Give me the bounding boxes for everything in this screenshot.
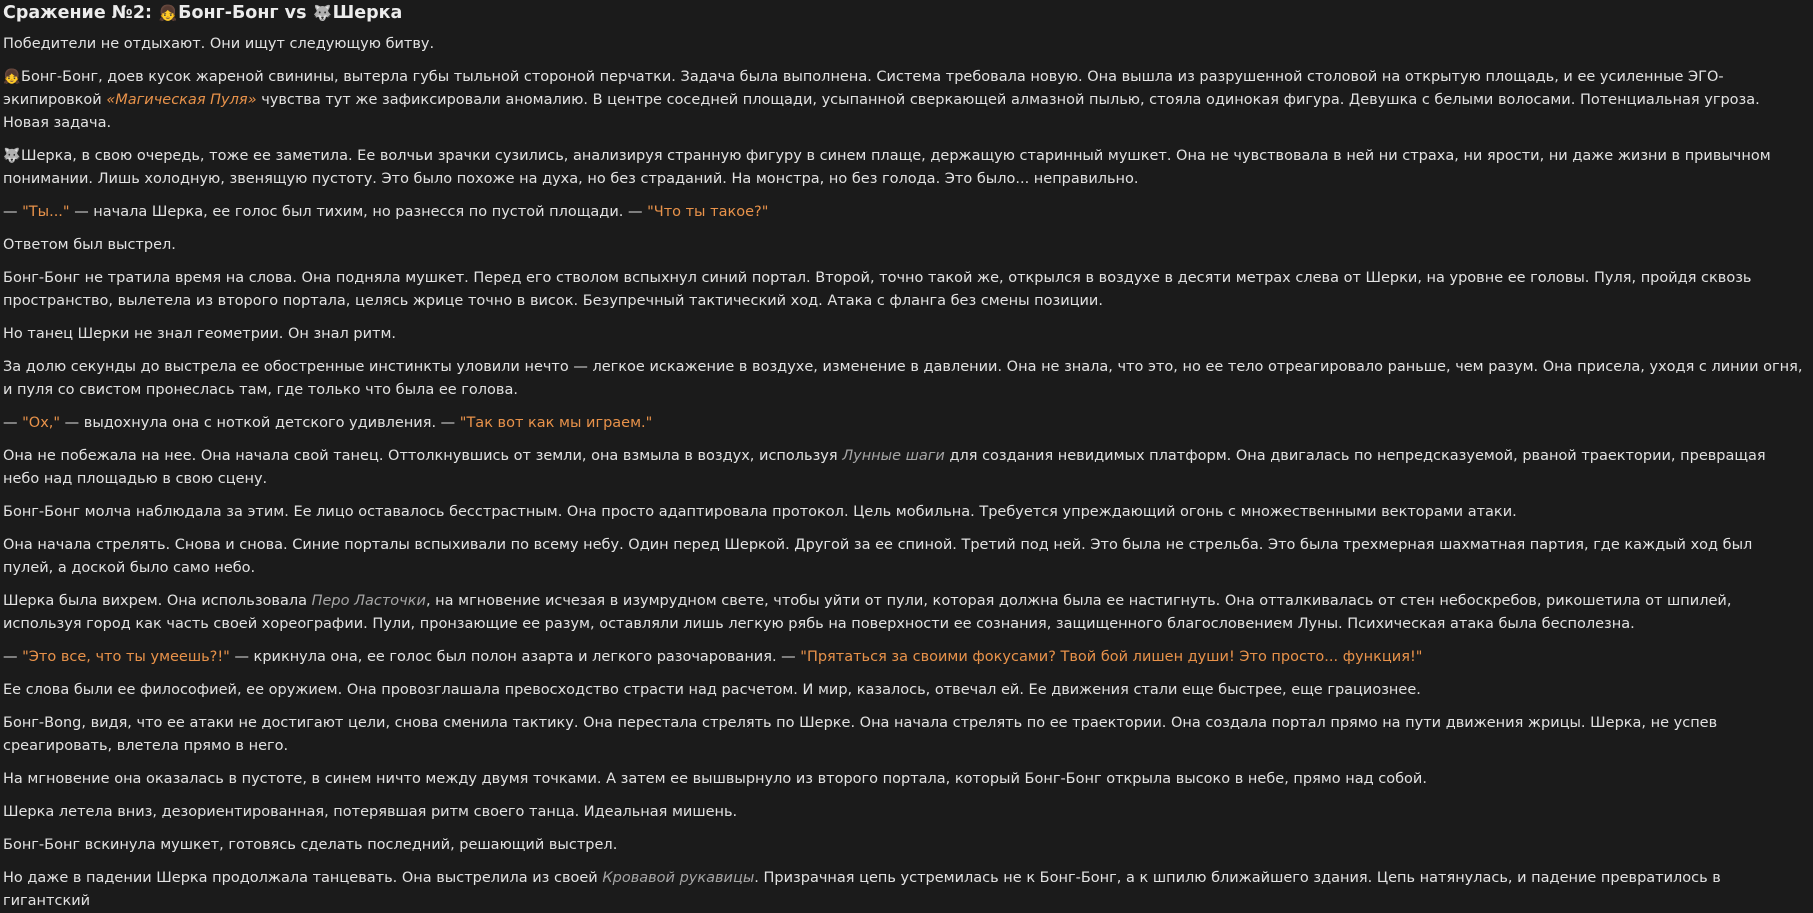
vs-label: vs xyxy=(284,3,307,23)
paragraph: Шерка была вихрем. Она использовала Перо Ласточки, на мгновение исчезая в изумрудном свете, чтобы уйти от пули, которая должна была ее настигнуть. Она отталкивалась от стен небоскребов, рикошетила от шпилей, используя город как часть своей хореографии. Пули, пронзающие ее разум, оставляли лишь легкую рябь на поверхности ее сознания, защищенного благословением Луны. Психическая атака была бесполезна. xyxy=(3,593,1732,632)
paragraph: Шерка летела вниз, дезориентированная, потерявшая ритм своего танца. Идеальная мишень. xyxy=(3,804,738,820)
dialogue-quote: "Что ты такое?" xyxy=(647,204,769,220)
battle-title xyxy=(3,0,1803,25)
dialogue-quote: "Ты..." xyxy=(22,204,70,220)
fighter1-name: Бонг-Бонг xyxy=(178,3,279,23)
dialogue-quote: "Прятаться за своими фокусами? Твой бой лишен души! Это просто... функция!" xyxy=(800,649,1423,665)
ability-name: Кровавой рукавицы xyxy=(602,870,755,886)
fighter2-name: Шерка xyxy=(332,3,403,23)
paragraph: За долю секунды до выстрела ее обостренные инстинкты уловили нечто — легкое искажение в воздухе, изменение в давлении. Она не знала, что это, но ее тело отреагировало раньше, чем разум. Она присела, уходя с линии огня, и пуля со свистом пронеслась там, где только что была ее голова. xyxy=(3,359,1803,398)
paragraph: Но даже в падении Шерка продолжала танцевать. Она выстрелила из своей Кровавой рукавицы. Призрачная цепь устремилась не к Бонг-Бонг, а к шпилю ближайшего здания. Цепь натянулась, и падение превратилось в гигантский xyxy=(3,870,1721,909)
girl-icon: 👧 xyxy=(158,4,178,22)
paragraph: Бонг-Бонг не тратила время на слова. Она подняла мушкет. Перед его стволом вспыхнул синий портал. Второй, точно такой же, открылся в воздухе в десяти метрах слева от Шерки, на уровне ее головы. Пуля, пройдя сквозь пространство, вылетела из второго портала, целясь жрице точно в висок. Безупречный тактический ход. Атака с фланга без смены позиции. xyxy=(3,270,1752,309)
paragraph: На мгновение она оказалась в пустоте, в синем ничто между двумя точками. А затем ее вышвырнуло из второго портала, который Бонг-Бонг открыла высоко в небе, прямо над собой. xyxy=(3,771,1427,787)
dialogue-paragraph: — "Ты..." — начала Шерка, ее голос был тихим, но разнесся по пустой площади. — "Что ты такое?" xyxy=(3,204,769,220)
title-prefix: Сражение №2: xyxy=(3,3,153,23)
dialogue-paragraph: — "Это все, что ты умеешь?!" — крикнула она, ее голос был полон азарта и легкого разочарования. — "Прятаться за своими фокусами? Твой бой лишен души! Это просто... функция!" xyxy=(3,649,1423,665)
paragraph: Ее слова были ее философией, ее оружием. Она провозглашала превосходство страсти над расчетом. И мир, казалось, отвечал ей. Ее движения стали еще быстрее, еще грациознее. xyxy=(3,682,1421,698)
ability-name: Лунные шаги xyxy=(842,448,945,464)
dialogue-quote: "Так вот как мы играем." xyxy=(459,415,653,431)
ability-name: Перо Ласточки xyxy=(311,593,426,609)
paragraph: Бонг-Бонг молча наблюдала за этим. Ее лицо оставалось бесстрастным. Она просто адаптировала протокол. Цель мобильна. Требуется упреждающий огонь с множественными векторами атаки. xyxy=(3,504,1517,520)
paragraph: Она не побежала на нее. Она начала свой танец. Оттолкнувшись от земли, она взмыла в воздух, используя Лунные шаги для создания невидимых платформ. Она двигалась по непредсказуемой, рваной траектории, превращая небо над площадью в свою сцену. xyxy=(3,448,1766,487)
paragraph: 👧Бонг-Бонг, доев кусок жареной свинины, вытерла губы тыльной стороной перчатки. Задача была выполнена. Система требовала новую. Она вышла из разрушенной столовой на открытую площадь, и ее усиленные ЭГО-экипировкой «Магическая Пуля» чувства тут же зафиксировали аномалию. В центре соседней площади, усыпанной сверкающей алмазной пылью, стояла одинокая фигура. Девушка с белыми волосами. Потенциальная угроза. Новая задача. xyxy=(3,66,1803,135)
paragraph: Победители не отдыхают. Они ищут следующую битву. xyxy=(3,36,435,52)
paragraph: Ответом был выстрел. xyxy=(3,237,176,253)
wolf-icon: 🐺 xyxy=(313,4,332,22)
paragraph: Но танец Шерки не знал геометрии. Он знал ритм. xyxy=(3,326,397,342)
dialogue-quote: "Ох," xyxy=(22,415,61,431)
paragraph: Она начала стрелять. Снова и снова. Синие порталы вспыхивали по всему небу. Один перед Шеркой. Другой за ее спиной. Третий под ней. Это была не стрельба. Это была трехмерная шахматная партия, где каждый ход был пулей, а доской было само небо. xyxy=(3,537,1753,576)
wolf-icon: 🐺 xyxy=(3,148,21,164)
paragraph: 🐺Шерка, в свою очередь, тоже ее заметила. Ее волчьи зрачки сузились, анализируя странную фигуру в синем плаще, держащую старинный мушкет. Она не чувствовала в ней ни страха, ни ярости, ни даже жизни в привычном понимании. Лишь холодную, звенящую пустоту. Это было похоже на духа, но без страданий. На монстра, но без голода. Это было... неправильно. xyxy=(3,145,1803,191)
ego-equipment-name: «Магическая Пуля» xyxy=(106,92,257,108)
girl-icon: 👧 xyxy=(3,69,21,85)
dialogue-paragraph: — "Ох," — выдохнула она с ноткой детского удивления. — "Так вот как мы играем." xyxy=(3,415,653,431)
dialogue-quote: "Это все, что ты умеешь?!" xyxy=(22,649,230,665)
paragraph: Бонг-Bong, видя, что ее атаки не достигают цели, снова сменила тактику. Она перестала стрелять по Шерке. Она начала стрелять по ее траектории. Она создала портал прямо на пути движения жрицы. Шерка, не успев среагировать, влетела прямо в него. xyxy=(3,715,1718,754)
paragraph: Бонг-Бонг вскинула мушкет, готовясь сделать последний, решающий выстрел. xyxy=(3,837,618,853)
